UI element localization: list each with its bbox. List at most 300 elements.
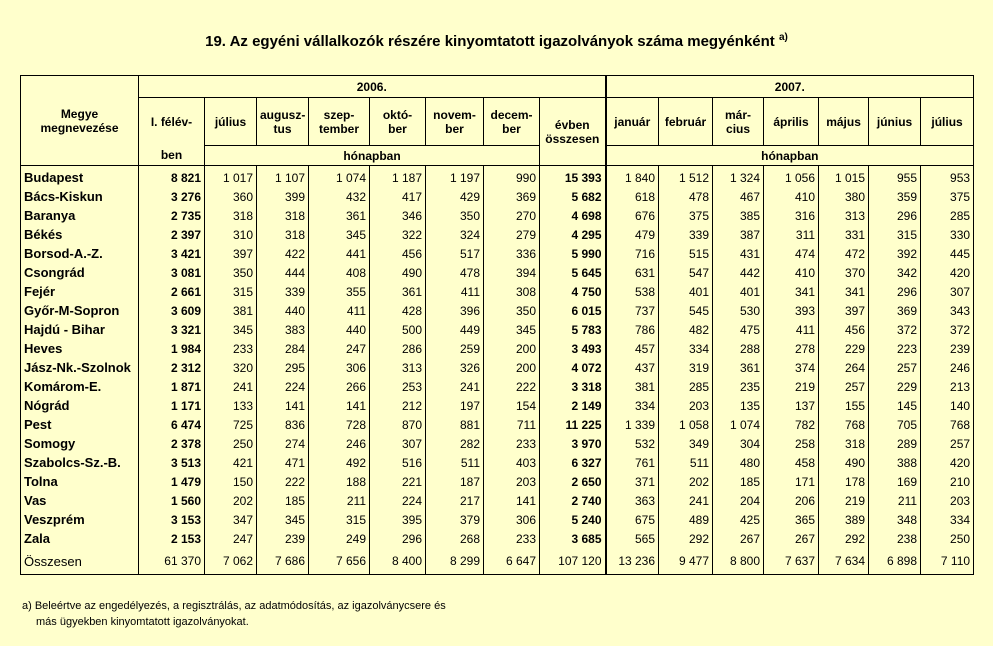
cell-value: 365 <box>764 510 819 529</box>
cell-value: 141 <box>309 396 370 415</box>
cell-value: 206 <box>764 491 819 510</box>
cell-value: 1 056 <box>764 166 819 188</box>
cell-value: 247 <box>309 339 370 358</box>
cell-value: 345 <box>205 320 257 339</box>
cell-value: 369 <box>484 187 540 206</box>
cell-value: 5 990 <box>540 244 606 263</box>
cell-value: 1 339 <box>606 415 659 434</box>
cell-value: 257 <box>921 434 974 453</box>
cell-value: 274 <box>257 434 309 453</box>
cell-value: 241 <box>205 377 257 396</box>
cell-value: 9 477 <box>659 548 713 575</box>
cell-value: 217 <box>426 491 484 510</box>
cell-value: 306 <box>484 510 540 529</box>
cell-value: 6 647 <box>484 548 540 575</box>
cell-value: 61 370 <box>139 548 205 575</box>
cell-value: 363 <box>606 491 659 510</box>
cell-value: 296 <box>370 529 426 548</box>
cell-value: 440 <box>257 301 309 320</box>
cell-value: 250 <box>205 434 257 453</box>
cell-value: 334 <box>921 510 974 529</box>
cell-value: 200 <box>484 358 540 377</box>
cell-value: 532 <box>606 434 659 453</box>
cell-value: 339 <box>659 225 713 244</box>
cell-value: 282 <box>426 434 484 453</box>
table-row <box>21 472 974 491</box>
cell-value: 392 <box>869 244 921 263</box>
cell-value: 197 <box>426 396 484 415</box>
cell-value: 372 <box>921 320 974 339</box>
cell-value: 411 <box>764 320 819 339</box>
cell-value: 7 686 <box>257 548 309 575</box>
cell-value: 515 <box>659 244 713 263</box>
cell-value: 289 <box>869 434 921 453</box>
cell-value: 224 <box>370 491 426 510</box>
cell-value: 288 <box>713 339 764 358</box>
cell-value: 475 <box>713 320 764 339</box>
year-total-header: évben összesen <box>540 98 606 166</box>
cell-value: 315 <box>309 510 370 529</box>
cell-value: 725 <box>205 415 257 434</box>
table-row <box>21 453 974 472</box>
month-header: októ- ber <box>370 98 426 146</box>
monthly-label-2006: hónapban <box>205 146 540 166</box>
cell-value: 1 074 <box>713 415 764 434</box>
cell-value: 6 898 <box>869 548 921 575</box>
cell-value: 375 <box>659 206 713 225</box>
cell-value: 348 <box>869 510 921 529</box>
table-row <box>21 415 974 434</box>
footnote: a) Beleértve az engedélyezés, a regisztrálás, az adatmódosítás, az igazolványcsere és más ügyekben kinyomtatott igazolványokat. <box>22 600 446 628</box>
cell-value: 1 017 <box>205 166 257 188</box>
cell-value: 361 <box>713 358 764 377</box>
cell-value: 155 <box>819 396 869 415</box>
cell-value: 1 984 <box>139 339 205 358</box>
month-header: július <box>205 98 257 146</box>
monthly-label-2007: hónapban <box>606 146 974 166</box>
cell-value: 318 <box>257 206 309 225</box>
cell-value: 233 <box>205 339 257 358</box>
cell-value: 711 <box>484 415 540 434</box>
cell-value: 350 <box>205 263 257 282</box>
cell-value: 3 970 <box>540 434 606 453</box>
cell-value: 3 321 <box>139 320 205 339</box>
cell-value: 187 <box>426 472 484 491</box>
month-header: szep- tember <box>309 98 370 146</box>
table-row <box>21 206 974 225</box>
cell-value: 381 <box>606 377 659 396</box>
cell-value: 3 153 <box>139 510 205 529</box>
cell-value: 369 <box>869 301 921 320</box>
cell-value: 388 <box>869 453 921 472</box>
cell-value: 1 015 <box>819 166 869 188</box>
cell-value: 5 682 <box>540 187 606 206</box>
cell-value: 761 <box>606 453 659 472</box>
cell-value: 1 479 <box>139 472 205 491</box>
cell-value: 313 <box>370 358 426 377</box>
cell-value: 304 <box>713 434 764 453</box>
cell-value: 320 <box>205 358 257 377</box>
cell-value: 229 <box>869 377 921 396</box>
cell-value: 264 <box>819 358 869 377</box>
cell-value: 953 <box>921 166 974 188</box>
cell-value: 203 <box>484 472 540 491</box>
cell-value: 370 <box>819 263 869 282</box>
cell-value: 389 <box>819 510 869 529</box>
cell-value: 517 <box>426 244 484 263</box>
cell-value: 456 <box>370 244 426 263</box>
month-header: decem- ber <box>484 98 540 146</box>
cell-value: 870 <box>370 415 426 434</box>
county-name: Budapest <box>21 166 139 188</box>
cell-value: 185 <box>257 491 309 510</box>
cell-value: 490 <box>370 263 426 282</box>
cell-value: 211 <box>869 491 921 510</box>
cell-value: 223 <box>869 339 921 358</box>
cell-value: 313 <box>819 206 869 225</box>
cell-value: 1 512 <box>659 166 713 188</box>
cell-value: 397 <box>205 244 257 263</box>
cell-value: 137 <box>764 396 819 415</box>
month-header: novem- ber <box>426 98 484 146</box>
cell-value: 421 <box>205 453 257 472</box>
cell-value: 449 <box>426 320 484 339</box>
cell-value: 410 <box>764 263 819 282</box>
cell-value: 371 <box>606 472 659 491</box>
cell-value: 342 <box>869 263 921 282</box>
cell-value: 3 081 <box>139 263 205 282</box>
cell-value: 150 <box>205 472 257 491</box>
cell-value: 258 <box>764 434 819 453</box>
month-header: augusz- tus <box>257 98 309 146</box>
cell-value: 408 <box>309 263 370 282</box>
cell-value: 7 637 <box>764 548 819 575</box>
cell-value: 2 740 <box>540 491 606 510</box>
month-header: május <box>819 98 869 146</box>
month-header: július <box>921 98 974 146</box>
cell-value: 310 <box>205 225 257 244</box>
cell-value: 374 <box>764 358 819 377</box>
cell-value: 631 <box>606 263 659 282</box>
cell-value: 360 <box>205 187 257 206</box>
cell-value: 467 <box>713 187 764 206</box>
cell-value: 133 <box>205 396 257 415</box>
cell-value: 343 <box>921 301 974 320</box>
county-name: Győr-M-Sopron <box>21 301 139 320</box>
cell-value: 219 <box>819 491 869 510</box>
cell-value: 140 <box>921 396 974 415</box>
cell-value: 346 <box>370 206 426 225</box>
cell-value: 8 400 <box>370 548 426 575</box>
cell-value: 395 <box>370 510 426 529</box>
cell-value: 296 <box>869 206 921 225</box>
cell-value: 334 <box>659 339 713 358</box>
cell-value: 8 299 <box>426 548 484 575</box>
cell-value: 292 <box>819 529 869 548</box>
cell-value: 355 <box>309 282 370 301</box>
cell-value: 782 <box>764 415 819 434</box>
cell-value: 7 656 <box>309 548 370 575</box>
cell-value: 545 <box>659 301 713 320</box>
county-name: Zala <box>21 529 139 548</box>
cell-value: 3 318 <box>540 377 606 396</box>
cell-value: 249 <box>309 529 370 548</box>
cell-value: 411 <box>426 282 484 301</box>
cell-value: 1 058 <box>659 415 713 434</box>
month-header: február <box>659 98 713 146</box>
cell-value: 318 <box>819 434 869 453</box>
county-name: Tolna <box>21 472 139 491</box>
cell-value: 8 821 <box>139 166 205 188</box>
cell-value: 341 <box>764 282 819 301</box>
cell-value: 472 <box>819 244 869 263</box>
county-name: Veszprém <box>21 510 139 529</box>
cell-value: 396 <box>426 301 484 320</box>
cell-value: 4 698 <box>540 206 606 225</box>
cell-value: 380 <box>819 187 869 206</box>
cell-value: 399 <box>257 187 309 206</box>
cell-value: 716 <box>606 244 659 263</box>
cell-value: 246 <box>921 358 974 377</box>
cell-value: 204 <box>713 491 764 510</box>
cell-value: 203 <box>659 396 713 415</box>
county-name: Borsod-A.-Z. <box>21 244 139 263</box>
title-footnote-mark: a) <box>778 32 788 43</box>
table-row <box>21 263 974 282</box>
cell-value: 311 <box>764 225 819 244</box>
cell-value: 267 <box>713 529 764 548</box>
cell-value: 676 <box>606 206 659 225</box>
cell-value: 253 <box>370 377 426 396</box>
cell-value: 768 <box>819 415 869 434</box>
cell-value: 188 <box>309 472 370 491</box>
cell-value: 480 <box>713 453 764 472</box>
cell-value: 246 <box>309 434 370 453</box>
county-name: Nógrád <box>21 396 139 415</box>
cell-value: 278 <box>764 339 819 358</box>
cell-value: 185 <box>713 472 764 491</box>
cell-value: 229 <box>819 339 869 358</box>
cell-value: 565 <box>606 529 659 548</box>
county-name: Csongrád <box>21 263 139 282</box>
cell-value: 401 <box>713 282 764 301</box>
cell-value: 7 110 <box>921 548 974 575</box>
cell-value: 5 645 <box>540 263 606 282</box>
county-name: Somogy <box>21 434 139 453</box>
cell-value: 266 <box>309 377 370 396</box>
cell-value: 6 327 <box>540 453 606 472</box>
cell-value: 296 <box>869 282 921 301</box>
month-header: június <box>869 98 921 146</box>
cell-value: 285 <box>921 206 974 225</box>
cell-value: 432 <box>309 187 370 206</box>
cell-value: 145 <box>869 396 921 415</box>
cell-value: 211 <box>309 491 370 510</box>
cell-value: 307 <box>370 434 426 453</box>
county-name: Bács-Kiskun <box>21 187 139 206</box>
cell-value: 233 <box>484 434 540 453</box>
total-label: Összesen <box>21 548 139 575</box>
cell-value: 233 <box>484 529 540 548</box>
month-header: már- cius <box>713 98 764 146</box>
cell-value: 222 <box>484 377 540 396</box>
cell-value: 411 <box>309 301 370 320</box>
cell-value: 3 685 <box>540 529 606 548</box>
cell-value: 141 <box>257 396 309 415</box>
cell-value: 292 <box>659 529 713 548</box>
cell-value: 316 <box>764 206 819 225</box>
cell-value: 4 295 <box>540 225 606 244</box>
cell-value: 336 <box>484 244 540 263</box>
cell-value: 511 <box>659 453 713 472</box>
cell-value: 345 <box>257 510 309 529</box>
cell-value: 2 149 <box>540 396 606 415</box>
cell-value: 6 015 <box>540 301 606 320</box>
cell-value: 530 <box>713 301 764 320</box>
cell-value: 479 <box>606 225 659 244</box>
cell-value: 3 493 <box>540 339 606 358</box>
cell-value: 107 120 <box>540 548 606 575</box>
cell-value: 315 <box>205 282 257 301</box>
table-row <box>21 491 974 510</box>
cell-value: 444 <box>257 263 309 282</box>
cell-value: 361 <box>309 206 370 225</box>
year-2006-header: 2006. <box>139 76 606 98</box>
h1-header: I. félév- <box>139 98 205 146</box>
table-row <box>21 377 974 396</box>
cell-value: 881 <box>426 415 484 434</box>
table-row <box>21 225 974 244</box>
cell-value: 7 062 <box>205 548 257 575</box>
cell-value: 203 <box>921 491 974 510</box>
county-name: Fejér <box>21 282 139 301</box>
cell-value: 250 <box>921 529 974 548</box>
cell-value: 5 240 <box>540 510 606 529</box>
cell-value: 259 <box>426 339 484 358</box>
cell-value: 429 <box>426 187 484 206</box>
cell-value: 420 <box>921 263 974 282</box>
county-name: Vas <box>21 491 139 510</box>
cell-value: 445 <box>921 244 974 263</box>
cell-value: 268 <box>426 529 484 548</box>
cell-value: 478 <box>426 263 484 282</box>
month-header: április <box>764 98 819 146</box>
table-row <box>21 396 974 415</box>
cell-value: 1 074 <box>309 166 370 188</box>
cell-value: 381 <box>205 301 257 320</box>
cell-value: 1 560 <box>139 491 205 510</box>
cell-value: 737 <box>606 301 659 320</box>
table-row <box>21 301 974 320</box>
cell-value: 171 <box>764 472 819 491</box>
cell-value: 2 312 <box>139 358 205 377</box>
cell-value: 11 225 <box>540 415 606 434</box>
h1-header-suffix: ben <box>139 146 205 166</box>
cell-value: 219 <box>764 377 819 396</box>
cell-value: 768 <box>921 415 974 434</box>
table-row <box>21 358 974 377</box>
cell-value: 341 <box>819 282 869 301</box>
cell-value: 178 <box>819 472 869 491</box>
county-name: Szabolcs-Sz.-B. <box>21 453 139 472</box>
cell-value: 379 <box>426 510 484 529</box>
total-row <box>21 548 974 575</box>
cell-value: 235 <box>713 377 764 396</box>
cell-value: 397 <box>819 301 869 320</box>
cell-value: 361 <box>370 282 426 301</box>
cell-value: 322 <box>370 225 426 244</box>
cell-value: 339 <box>257 282 309 301</box>
cell-value: 492 <box>309 453 370 472</box>
cell-value: 547 <box>659 263 713 282</box>
cell-value: 331 <box>819 225 869 244</box>
cell-value: 538 <box>606 282 659 301</box>
cell-value: 990 <box>484 166 540 188</box>
cell-value: 372 <box>869 320 921 339</box>
cell-value: 457 <box>606 339 659 358</box>
cell-value: 334 <box>606 396 659 415</box>
cell-value: 224 <box>257 377 309 396</box>
table-row <box>21 510 974 529</box>
table-row <box>21 244 974 263</box>
cell-value: 728 <box>309 415 370 434</box>
table-row <box>21 166 974 188</box>
cell-value: 324 <box>426 225 484 244</box>
cell-value: 306 <box>309 358 370 377</box>
cell-value: 403 <box>484 453 540 472</box>
cell-value: 428 <box>370 301 426 320</box>
cell-value: 318 <box>205 206 257 225</box>
cell-value: 154 <box>484 396 540 415</box>
cell-value: 15 393 <box>540 166 606 188</box>
cell-value: 516 <box>370 453 426 472</box>
cell-value: 241 <box>659 491 713 510</box>
cell-value: 239 <box>921 339 974 358</box>
cell-value: 315 <box>869 225 921 244</box>
cell-value: 200 <box>484 339 540 358</box>
cell-value: 3 421 <box>139 244 205 263</box>
cell-value: 213 <box>921 377 974 396</box>
cell-value: 141 <box>484 491 540 510</box>
month-header: január <box>606 98 659 146</box>
cell-value: 3 513 <box>139 453 205 472</box>
cell-value: 318 <box>257 225 309 244</box>
cell-value: 4 750 <box>540 282 606 301</box>
cell-value: 3 609 <box>139 301 205 320</box>
cell-value: 417 <box>370 187 426 206</box>
cell-value: 478 <box>659 187 713 206</box>
cell-value: 241 <box>426 377 484 396</box>
cell-value: 2 153 <box>139 529 205 548</box>
cell-value: 489 <box>659 510 713 529</box>
cell-value: 500 <box>370 320 426 339</box>
data-table <box>20 75 974 575</box>
cell-value: 2 397 <box>139 225 205 244</box>
cell-value: 1 107 <box>257 166 309 188</box>
cell-value: 385 <box>713 206 764 225</box>
cell-value: 8 800 <box>713 548 764 575</box>
cell-value: 135 <box>713 396 764 415</box>
cell-value: 349 <box>659 434 713 453</box>
cell-value: 1 871 <box>139 377 205 396</box>
cell-value: 7 634 <box>819 548 869 575</box>
table-row <box>21 320 974 339</box>
cell-value: 3 276 <box>139 187 205 206</box>
cell-value: 2 661 <box>139 282 205 301</box>
cell-value: 13 236 <box>606 548 659 575</box>
cell-value: 279 <box>484 225 540 244</box>
cell-value: 221 <box>370 472 426 491</box>
